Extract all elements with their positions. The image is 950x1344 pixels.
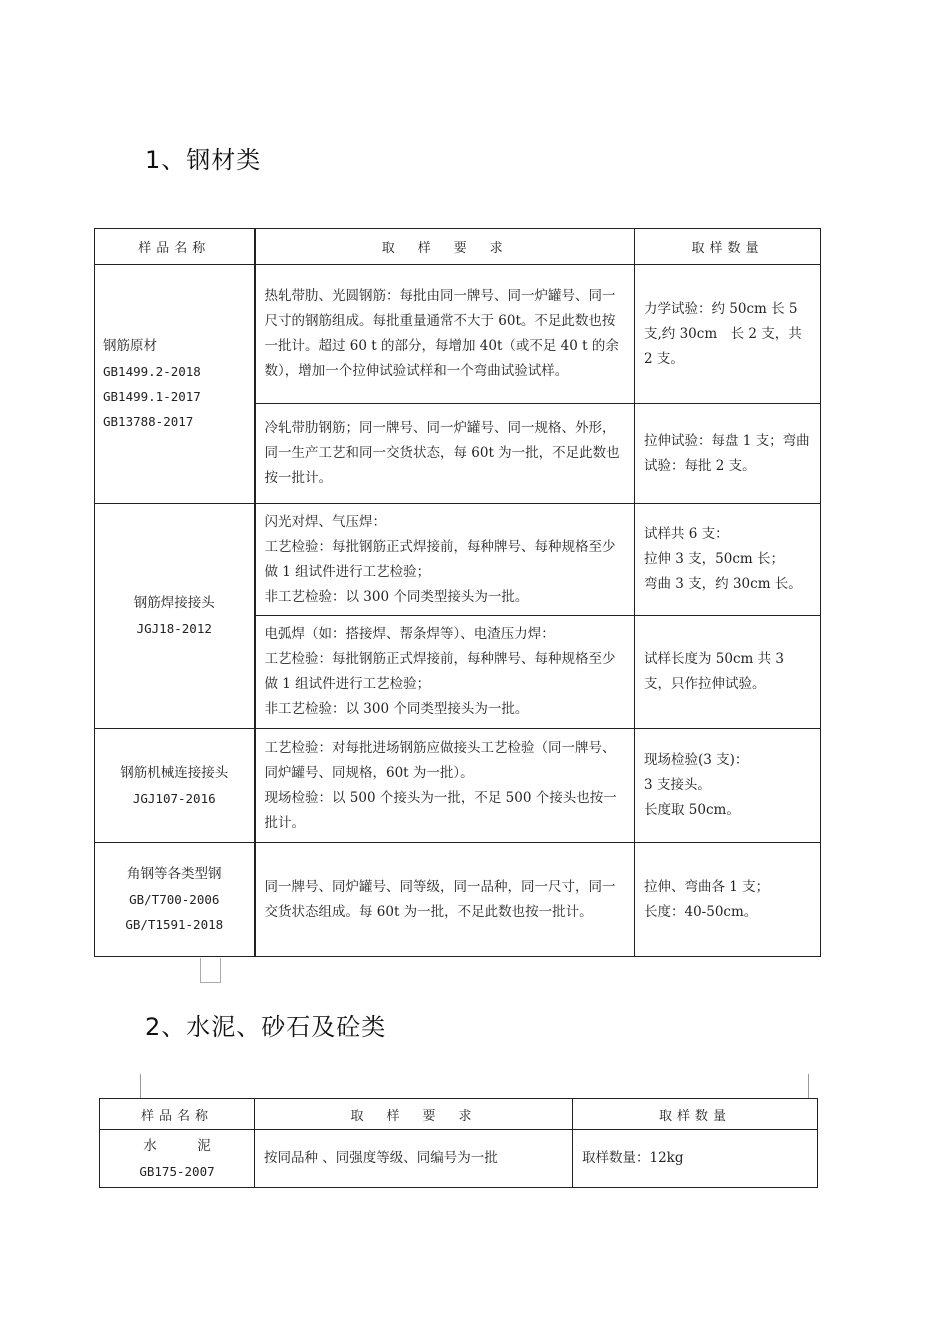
sample-name: 钢筋机械连接接头 bbox=[120, 764, 229, 781]
requirement-line: 工艺检验：每批钢筋正式焊接前，每种牌号、每种规格至少做 1 组试件进行工艺检验； bbox=[264, 538, 616, 580]
quantity-cell: 取样数量：12kg bbox=[573, 1130, 818, 1188]
header-sample-name: 样品名称 bbox=[95, 229, 255, 265]
sample-name: 水 泥 bbox=[143, 1137, 211, 1154]
quantity-line: 3 支接头。 bbox=[644, 777, 711, 793]
sample-name-cell bbox=[100, 1130, 255, 1188]
header-requirement: 取 样 要 求 bbox=[255, 1099, 573, 1130]
standard-code: JGJ107-2016 bbox=[132, 790, 216, 806]
requirement-cell bbox=[255, 504, 635, 616]
table-row bbox=[95, 265, 821, 404]
standard-code: GB/T1591-2018 bbox=[125, 917, 224, 932]
quantity-cell bbox=[635, 843, 821, 957]
header-quantity: 取样数量 bbox=[573, 1099, 818, 1130]
header-requirement: 取 样 要 求 bbox=[255, 229, 635, 265]
requirement-line: 工艺检验：每批钢筋正式焊接前，每种牌号、每种规格至少做 1 组试件进行工艺检验； bbox=[264, 651, 616, 692]
standard-code: GB/T700-2006 bbox=[129, 892, 220, 907]
sample-name: 角钢等各类型钢 bbox=[127, 866, 222, 882]
requirement-cell bbox=[255, 729, 635, 843]
quantity-line: 拉伸 3 支，50cm 长； bbox=[644, 551, 785, 567]
sample-name-cell bbox=[95, 504, 255, 729]
table-row bbox=[95, 843, 821, 957]
requirement-line: 闪光对焊、气压焊： bbox=[264, 513, 386, 530]
requirement-line: 非工艺检验：以 300 个同类型接头为一批。 bbox=[264, 588, 529, 605]
quantity-cell bbox=[635, 504, 821, 616]
quantity-line: 弯曲 3 支，约 30cm 长。 bbox=[644, 576, 802, 592]
quantity-line: 拉伸、弯曲各 1 支； bbox=[644, 878, 770, 895]
standard-code: GB175-2007 bbox=[139, 1163, 215, 1179]
steel-sampling-table bbox=[94, 228, 821, 957]
sample-name-cell bbox=[95, 843, 255, 957]
sample-name: 钢筋原材 bbox=[103, 338, 157, 354]
sample-name-cell bbox=[95, 729, 255, 843]
requirement-line: 现场检验：以 500 个接头为一批，不足 500 个接头也按一批计。 bbox=[264, 789, 617, 831]
section-2-title: 2、水泥、砂石及砼类 bbox=[145, 1013, 387, 1041]
table-header-row bbox=[100, 1099, 818, 1130]
header-quantity: 取样数量 bbox=[635, 229, 821, 265]
quantity-line: 试样长度为 50cm 共 3 支，只作拉伸试验。 bbox=[644, 651, 785, 692]
divider bbox=[808, 1074, 809, 1098]
table-row bbox=[100, 1130, 818, 1188]
header-sample-name: 样品名称 bbox=[100, 1099, 255, 1130]
section-1-title: 1、钢材类 bbox=[145, 146, 262, 174]
table-header-row bbox=[95, 229, 821, 265]
quantity-cell bbox=[635, 616, 821, 729]
table-row bbox=[95, 729, 821, 843]
table-fragment-box bbox=[200, 958, 221, 983]
sample-name: 钢筋焊接接头 bbox=[133, 595, 215, 611]
requirement-cell: 热轧带肋、光圆钢筋：每批由同一牌号、同一炉罐号、同一尺寸的钢筋组成。每批重量通常不大于 60t。不足此数也按一批计。超过 60 t 的部分，每增加 40t（或不足 40 t 的余数），增加一个拉伸试验试样和一个弯曲试验试样。 bbox=[255, 265, 635, 404]
requirement-cell: 按同品种 、同强度等级、同编号为一批 bbox=[255, 1130, 573, 1188]
quantity-line: 现场检验(3 支)： bbox=[644, 752, 749, 768]
quantity-cell: 力学试验：约 50cm 长 5 支,约 30cm 长 2 支，共 2 支。 bbox=[635, 265, 821, 404]
requirement-line: 工艺检验：对每批进场钢筋应做接头工艺检验（同一牌号、同炉罐号、同规格，60t 为一批）。 bbox=[264, 739, 616, 781]
quantity-line: 试样共 6 支： bbox=[644, 526, 729, 542]
standard-code: JGJ18-2012 bbox=[136, 621, 212, 636]
quantity-line: 长度：40-50cm。 bbox=[644, 903, 758, 920]
standard-code: GB13788-2017 bbox=[103, 414, 194, 429]
requirement-cell: 冷轧带肋钢筋；同一牌号、同一炉罐号、同一规格、外形，同一生产工艺和同一交货状态，每 60t 为一批，不足此数也按一批计。 bbox=[255, 404, 635, 504]
requirement-cell: 同一牌号、同炉罐号、同等级，同一品种，同一尺寸，同一交货状态组成。每 60t 为一批，不足此数也按一批计。 bbox=[255, 843, 635, 957]
requirement-cell bbox=[255, 616, 635, 729]
quantity-line: 长度取 50cm。 bbox=[644, 802, 740, 818]
standard-code: GB1499.1-2017 bbox=[103, 389, 201, 404]
table-row bbox=[95, 504, 821, 616]
sample-name-cell bbox=[95, 265, 255, 504]
divider bbox=[140, 1074, 141, 1098]
cement-sampling-table bbox=[99, 1098, 818, 1188]
quantity-cell: 拉伸试验：每盘 1 支；弯曲试验：每批 2 支。 bbox=[635, 404, 821, 504]
quantity-cell bbox=[635, 729, 821, 843]
requirement-line: 电弧焊（如：搭接焊、帮条焊等）、电渣压力焊： bbox=[264, 626, 555, 642]
standard-code: GB1499.2-2018 bbox=[103, 364, 201, 379]
requirement-line: 非工艺检验：以 300 个同类型接头为一批。 bbox=[264, 701, 529, 717]
